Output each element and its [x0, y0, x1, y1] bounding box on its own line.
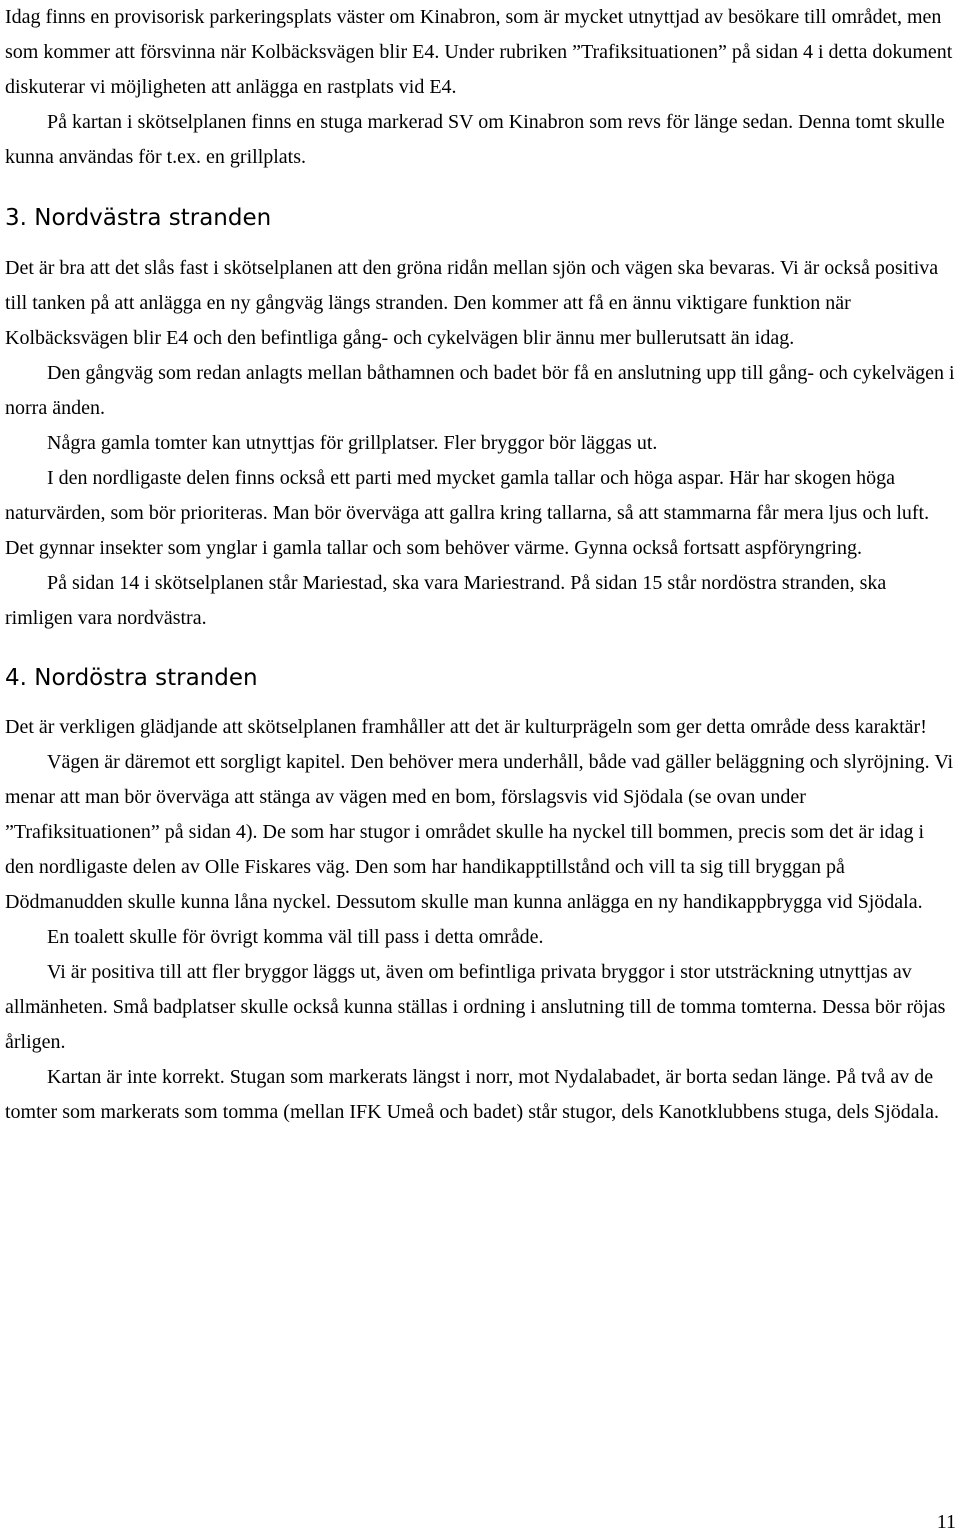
paragraph-toilet: En toalett skulle för övrigt komma väl till pass i detta område.	[47, 926, 544, 948]
section-heading-nordostra: 4. Nordöstra stranden	[5, 665, 258, 691]
document-page	[5, 0, 955, 1130]
paragraph-old-pines: I den nordligaste delen finns också ett parti med mycket gamla tallar och höga aspar. Här har skogen höga naturvärden, som bör prioriteras. Man bör överväga att gallra kring tallarna, så att stammarna får mera ljus och luft. Det gynnar insekter som ynglar i gamla tallar och som behöver värme. Gynna också fortsatt aspföryngring.	[5, 467, 930, 559]
paragraph-parking: Idag finns en provisorisk parkeringsplats väster om Kinabron, som är mycket utnyttjad av besökare till området, men som kommer att försvinna när Kolbäcksvägen blir E4. Under rubriken ”Trafiksituationen” på sidan 4 i detta dokument diskuterar vi möjligheten att anlägga en rastplats vid E4.	[5, 6, 953, 98]
paragraph-map-errors: Kartan är inte korrekt. Stugan som markerats längst i norr, mot Nydalabadet, är borta sedan länge. På två av de tomter som markerats som tomma (mellan IFK Umeå och badet) står stugor, dels Kanotklubbens stuga, dels Sjödala.	[5, 1066, 940, 1123]
paragraph-green-curtain: Det är bra att det slås fast i skötselplanen att den gröna ridån mellan sjön och vägen ska bevaras. Vi är också positiva till tanken på att anlägga en ny gångväg längs stranden. Den kommer att få en ännu viktigare funktion när Kolbäcksvägen blir E4 och den befintliga gång- och cykelvägen blir ännu mer bullerutsatt än idag.	[5, 257, 939, 349]
paragraph-cabin-site: På kartan i skötselplanen finns en stuga markerad SV om Kinabron som revs för länge sedan. Denna tomt skulle kunna användas för t.ex. en grillplats.	[5, 111, 945, 168]
paragraph-corrections: På sidan 14 i skötselplanen står Mariestad, ska vara Mariestrand. På sidan 15 står nordöstra stranden, ska rimligen vara nordvästra.	[5, 572, 887, 629]
paragraph-cultural-character: Det är verkligen glädjande att skötselplanen framhåller att det är kulturprägeln som ger detta område dess karaktär!	[5, 716, 927, 738]
paragraph-jetties: Vi är positiva till att fler bryggor läggs ut, även om befintliga privata bryggor i stor utsträckning utnyttjas av allmänheten. Små badplatser skulle också kunna ställas i ordning i anslutning till de tomma tomterna. Dessa bör röjas årligen.	[5, 961, 946, 1053]
paragraph-grill-places: Några gamla tomter kan utnyttjas för grillplatser. Fler bryggor bör läggas ut.	[47, 432, 658, 454]
section-heading-nordvastra: 3. Nordvästra stranden	[5, 205, 272, 231]
page-number: 11	[936, 1511, 956, 1533]
paragraph-footpath: Den gångväg som redan anlagts mellan båthamnen och badet bör få en anslutning upp till gång- och cykelvägen i norra änden.	[5, 362, 955, 419]
paragraph-road: Vägen är däremot ett sorgligt kapitel. Den behöver mera underhåll, både vad gäller beläggning och slyröjning. Vi menar att man bör överväga att stänga av vägen med en bom, förslagsvis vid Sjödala (se ovan under ”Trafiksituationen” på sidan 4). De som har stugor i området skulle ha nyckel till bommen, precis som det är idag i den nordligaste delen av Olle Fiskares väg. Den som har handikapptillstånd och vill ta sig till bryggan på Dödmanudden skulle kunna låna nyckel. Dessutom skulle man kunna anlägga en ny handikappbrygga vid Sjödala.	[5, 751, 954, 913]
